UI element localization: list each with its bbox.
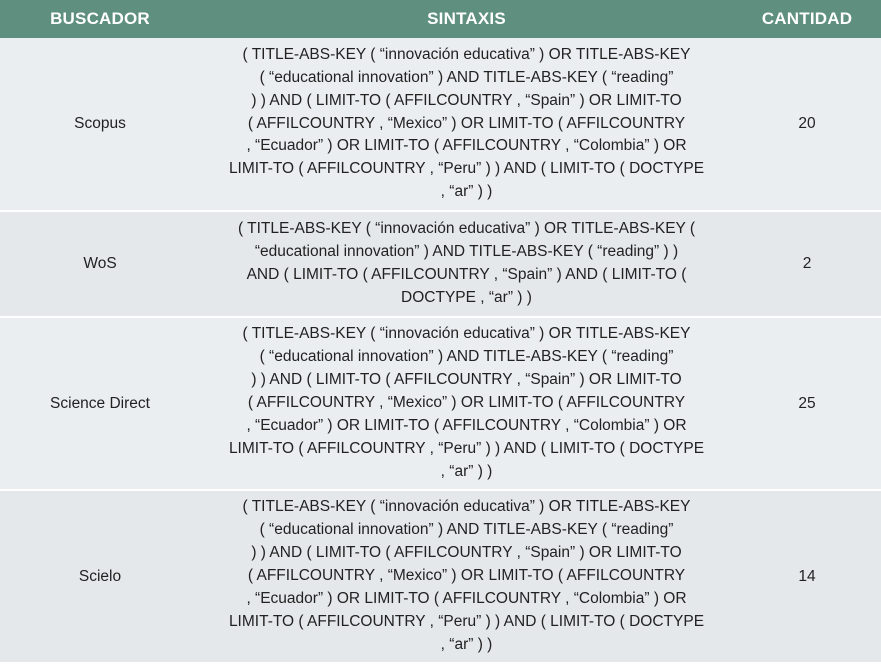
header-syntax: SINTAXIS (427, 9, 506, 28)
syntax-line: ) ) AND ( LIMIT-TO ( AFFILCOUNTRY , “Spain” ) OR LIMIT-TO (251, 371, 682, 389)
syntax-line: , “Ecuador” ) OR LIMIT-TO ( AFFILCOUNTRY , “Colombia” ) OR (246, 416, 687, 434)
syntax-line: LIMIT-TO ( AFFILCOUNTRY , “Peru” ) ) AND ( LIMIT-TO ( DOCTYPE (228, 439, 705, 457)
header-engine: BUSCADOR (50, 9, 150, 28)
table-row (0, 317, 881, 490)
count-cell: 2 (733, 211, 881, 317)
syntax-line: , “Ecuador” ) OR LIMIT-TO ( AFFILCOUNTRY , “Colombia” ) OR (246, 137, 687, 155)
count-cell: 20 (733, 38, 881, 211)
syntax-line: , “ar” ) ) (440, 183, 493, 201)
syntax-line: ( TITLE-ABS-KEY ( “innovación educativa” ) OR TITLE-ABS-KEY (242, 325, 691, 343)
engine-cell: Scielo (0, 490, 200, 663)
syntax-line: ) ) AND ( LIMIT-TO ( AFFILCOUNTRY , “Spain” ) OR LIMIT-TO (251, 544, 682, 562)
syntax-line: , “Ecuador” ) OR LIMIT-TO ( AFFILCOUNTRY , “Colombia” ) OR (246, 589, 687, 607)
syntax-line: LIMIT-TO ( AFFILCOUNTRY , “Peru” ) ) AND ( LIMIT-TO ( DOCTYPE (228, 160, 705, 178)
header-count: CANTIDAD (761, 9, 853, 28)
syntax-line: ( TITLE-ABS-KEY ( “innovación educativa” ) OR TITLE-ABS-KEY (242, 45, 691, 63)
syntax-cell (200, 490, 733, 663)
syntax-cell (200, 317, 733, 490)
syntax-line: ( AFFILCOUNTRY , “Mexico” ) OR LIMIT-TO ( AFFILCOUNTRY (247, 114, 686, 132)
syntax-line: DOCTYPE , “ar” ) ) (401, 288, 532, 306)
engine-cell: WoS (0, 211, 200, 317)
syntax-cell (200, 211, 733, 317)
table-header (0, 0, 881, 38)
syntax-line: ( “educational innovation” ) AND TITLE-ABS-KEY ( “reading” (259, 521, 674, 539)
syntax-line: LIMIT-TO ( AFFILCOUNTRY , “Peru” ) ) AND ( LIMIT-TO ( DOCTYPE (228, 612, 705, 630)
syntax-line: , “ar” ) ) (440, 635, 493, 653)
table-row (0, 490, 881, 663)
table-row (0, 38, 881, 211)
engine-cell: Science Direct (0, 317, 200, 490)
syntax-line: ) ) AND ( LIMIT-TO ( AFFILCOUNTRY , “Spain” ) OR LIMIT-TO (251, 91, 682, 109)
syntax-cell (200, 38, 733, 211)
syntax-line: ( TITLE-ABS-KEY ( “innovación educativa” ) OR TITLE-ABS-KEY (242, 498, 691, 516)
syntax-line: ( TITLE-ABS-KEY ( “innovación educativa” ) OR TITLE-ABS-KEY ( (237, 220, 696, 238)
syntax-line: ( “educational innovation” ) AND TITLE-ABS-KEY ( “reading” (259, 68, 674, 86)
syntax-line: “educational innovation” ) AND TITLE-ABS-KEY ( “reading” ) ) (254, 243, 679, 261)
count-cell: 14 (733, 490, 881, 663)
syntax-line: , “ar” ) ) (440, 462, 493, 480)
syntax-line: ( “educational innovation” ) AND TITLE-ABS-KEY ( “reading” (259, 348, 674, 366)
syntax-line: ( AFFILCOUNTRY , “Mexico” ) OR LIMIT-TO ( AFFILCOUNTRY (247, 567, 686, 585)
syntax-line: AND ( LIMIT-TO ( AFFILCOUNTRY , “Spain” ) AND ( LIMIT-TO ( (246, 266, 687, 283)
syntax-line: ( AFFILCOUNTRY , “Mexico” ) OR LIMIT-TO ( AFFILCOUNTRY (247, 394, 686, 412)
engine-cell: Scopus (0, 38, 200, 211)
table-row (0, 211, 881, 317)
count-cell: 25 (733, 317, 881, 490)
